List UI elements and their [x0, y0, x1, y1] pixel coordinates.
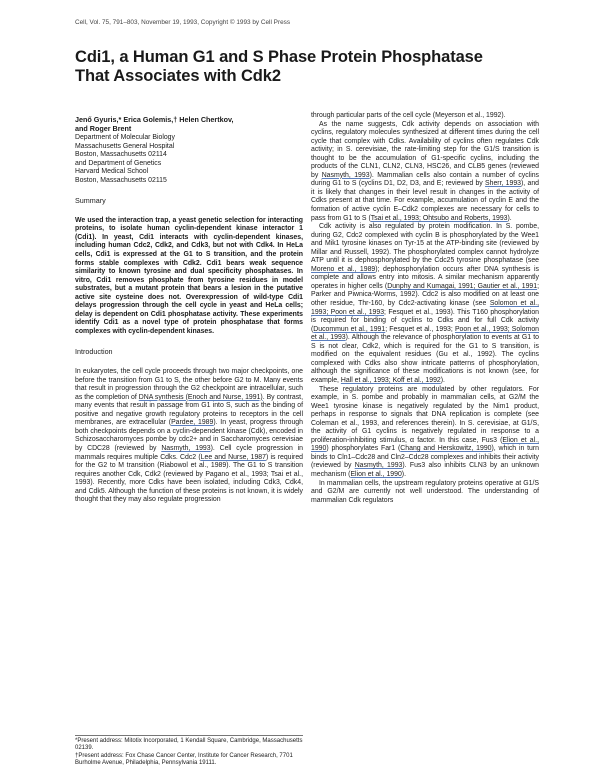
text-run: ). Although the relevance of phosphorylation to events at G1 to S is not clear, Cdk2, which is required for the G1 to S transition, is modified on the equivalent residues (Gu et al., 1992). The cyclins complexed with Cdks also show intricate patterns of phosphorylation, although the significance of these modifications is not known (see, for example, [311, 334, 539, 384]
text-run: ). In yeast, progress through both checkpoints depends on a cyclin-dependent kinase (Cdk), encoded in Schizosaccharomyces pombe by cdc2+ and in Saccharomyces cerevisiae by CDC28 (reviewed by [75, 419, 303, 452]
title-line-1: Cdi1, a Human G1 and S Phase Protein Phosphatase [75, 48, 483, 66]
footnote: †Present address: Fox Chase Cancer Center, Institute for Cancer Research, 7701 Burholme Avenue, Philadelphia, Pennsylvania 19111. [75, 752, 293, 766]
citation-link[interactable]: Tsai et al., 1993; Ohtsubo and Roberts, 1993 [370, 214, 508, 222]
citation-link[interactable]: Elion et al., 1990 [311, 436, 539, 453]
body-paragraph [311, 121, 539, 224]
citation-link[interactable]: Nasmyth, 1993 [161, 444, 211, 452]
journal-citation: Cell, Vol. 75, 791–803, November 19, 1993, Copyright © 1993 by Cell Press [75, 19, 291, 26]
right-column [311, 112, 539, 505]
authors-line-2: and Roger Brent [75, 124, 132, 133]
left-column [75, 115, 303, 505]
citation-link[interactable]: Dunphy and Kumagai, 1991; Gautier et al., 1991 [387, 282, 538, 290]
text-run: Cdk activity is also regulated by protein modification. In S. pombe, during G2, Cdc2 complexed with cyclin B is phosphorylated by the Wee1 and Mik1 tyrosine kinases on Tyr-15 at the ATP-binding site (reviewed by Millar and Russell, 1992). The phosphorylated complex cannot hydrolyze ATP until it is dephosphorylated by the Cdc25 tyrosine phosphatase (see [311, 223, 539, 265]
paper-title [75, 48, 555, 85]
text-run: In eukaryotes, the cell cycle proceeds through two major checkpoints, one before the transition from G1 to S, the other before G2 to M. Many events that result in progression through the G2 checkpoint are intracellular, such as the completion of [75, 368, 303, 401]
introduction-heading: Introduction [75, 347, 113, 357]
text-run: . By contrast, many events that result in passage from G1 into S, such as the binding of positive and negative growth regulatory proteins to receptors in the cell membranes, are extracellular ( [75, 393, 303, 427]
text-run: ; Fesquet et al., 1993). This T160 phosphorylation is required for binding of cyclins to Cdks and for full Cdk activity ( [311, 308, 539, 333]
text-run: ). Mammalian cells also contain a number of cyclins during G1 to S (cyclins D1, D2, D3, and E; reviewed by [311, 171, 539, 188]
introduction-paragraph [75, 368, 303, 505]
citation-link[interactable]: Solomon et al., 1993; Poon et al., 1993 [311, 300, 539, 316]
text-run: ). [507, 214, 512, 222]
citation-link[interactable]: Ducommun et al., 1991 [313, 325, 386, 333]
text-run: ). [401, 470, 407, 478]
affiliation-line: and Department of Genetics [75, 159, 162, 167]
citation-link[interactable]: Lee and Nurse, 1987 [200, 453, 266, 461]
text-run: ), which in turn binds to Cln1–Cdc28 and Cln2–Cdc28 complexes and inhibits their activity (reviewed by [311, 445, 539, 470]
affiliation-line: Harvard Medical School [75, 168, 149, 176]
citation-link[interactable]: Hall et al., 1993; Koff et al., 1992 [340, 376, 441, 384]
text-run: These regulatory proteins are modulated by other regulators. For example, in S. pombe and probably in mammalian cells, at G2/M the Wee1 tyrosine kinase is negatively regulated by the Nim1 product, perhaps in response to signals that DNA replication is complete (see Coleman et al., 1993, and references therein). In S. cerevisiae, at G1/S, the activity of G1 cyclins is negatively regulated in response to a proliferation-inhibiting stimulus, α factor. In this case, Fus3 ( [311, 385, 539, 444]
body-paragraph [311, 223, 539, 385]
text-run: ; Fesquet et al., 1993; [385, 325, 455, 333]
affiliation-line: Department of Molecular Biology [75, 134, 175, 141]
citation-link[interactable]: Chang and Herskowitz, 1990 [400, 445, 492, 453]
text-run: ; Parker and Piwnica-Worms, 1992). Cdc2 is also modified on at least one other residue, Thr-160, by Cdc2-activating kinase (see [311, 282, 539, 308]
text-run: ) is required for the G2 to M transition (Riabowol et al., 1989). The G1 to S transition requires another Cdk, Cdk2 (reviewed by Pagano et al., 1993; Tsai et al., 1993). Recently, more Cdks have been isolated, including Cdk3, Cdk4, and Cdk5. Although the function of these proteins is not known, it is widely thought that they may also regulate progression [75, 453, 303, 504]
body-paragraph: In mammalian cells, the upstream regulatory proteins operative at G1/S and G2/M are currently not well understood. The understanding of mammalian Cdk regulators [311, 479, 539, 504]
footnote: *Present address: Mitotix Incorporated, 1 Kendall Square, Cambridge, Massachusetts 02139. [75, 738, 303, 752]
citation-link[interactable]: DNA synthesis (Enoch and Nurse, 1991) [138, 393, 263, 401]
authors-line-1: Jenő Gyuris,* Erica Golemis,† Helen Chertkov, [75, 115, 234, 124]
text-run: ), and it is likely that changes in their level result in changes in the activity of Cdks present at that time. For example, accumulation of cyclin E and the formation of active cyclin E–Cdk2 complexes are necessary for cells to pass from G1 to S ( [311, 180, 539, 222]
text-run: ). Cell cycle progression in mammals requires multiple Cdks. Cdc2 ( [75, 444, 303, 461]
body-paragraph: through particular parts of the cell cycle (Meyerson et al., 1992). [311, 112, 506, 119]
affiliation-line: Boston, Massachusetts 02114 [75, 151, 167, 159]
text-run: ). [440, 376, 445, 384]
body-paragraph [311, 386, 539, 480]
author-list [75, 115, 303, 133]
citation-link[interactable]: Nasmyth, 1993 [321, 171, 370, 179]
citation-link[interactable]: Sherr, 1993 [485, 180, 522, 188]
affiliation-line: Massachusetts General Hospital [75, 142, 175, 150]
summary-text: We used the interaction trap, a yeast genetic selection for interacting proteins, to isolate human cyclin-dependent kinase interactor 1 (Cdi1). In yeast, Cdi1 interacts with cyclin-dependent kinases, including human Cdc2, Cdk2, and Cdk3, but not with Cdk4. In HeLa cells, Cdi1 is expressed at the G1 to S transition, and the protein forms stable complexes with Cdk2. Cdi1 bears weak sequence similarity to known tyrosine and dual specificity phosphatases. In vitro, Cdi1 removes phosphate from tyrosine residues in model substrates, but a mutant protein that bears a lesion in the putative active site cysteine does not. Overexpression of wild-type Cdi1 delays progression through the cell cycle in yeast and HeLa cells; delay is dependent on Cdi1 phosphatase activity. These experiments identify Cdi1 as a novel type of protein phosphatase that forms complexes with cyclin-dependent kinases. [75, 216, 303, 335]
affiliation [75, 134, 303, 185]
citation-link[interactable]: Moreno et al., 1989 [311, 265, 376, 273]
footnotes [75, 735, 303, 767]
citation-link[interactable]: Nasmyth, 1993 [354, 462, 403, 470]
title-line-2: That Associates with Cdk2 [75, 66, 281, 85]
text-run: ). Fus3 also inhibits CLN3 by an unknown mechanism ( [311, 462, 540, 478]
text-run: ) phosphorylates Far1 ( [326, 445, 401, 453]
citation-link[interactable]: Elion et al., 1990 [350, 470, 402, 478]
citation-link[interactable]: Poon et al., 1993; Solomon et al., 1993 [311, 325, 539, 342]
summary-heading: Summary [75, 196, 106, 206]
text-run: As the name suggests, Cdk activity depends on association with cyclins, regulatory molecules synthesized at different times during the cell cycle that complex with Cdks. Availability of cyclins often regulates Cdk activity; in S. cerevisiae, the rate-limiting step for the G1/S transition is thought to be the accumulation of G1-specific cyclins, including the products of the CLN1, CLN2, CLN3, HSC26, and CLB5 genes (reviewed by [311, 120, 539, 179]
text-run: ); dephosphorylation occurs after DNA synthesis is complete and allows entry into mitosis. A similar mechanism apparently operates in higher cells ( [311, 265, 539, 290]
affiliation-line: Boston, Massachusetts 02115 [75, 176, 167, 184]
citation-link[interactable]: Pardee, 1989 [171, 419, 214, 427]
